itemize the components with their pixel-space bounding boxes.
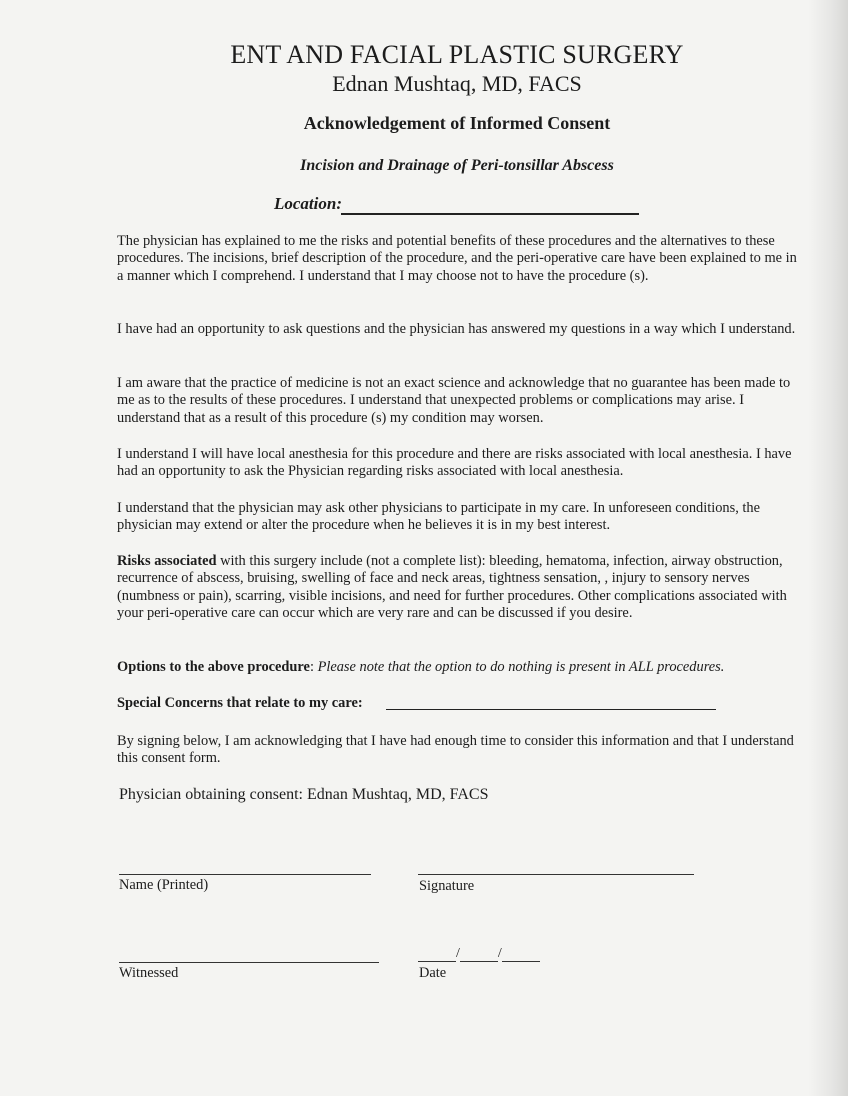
date-label: Date (419, 965, 447, 981)
date-day-blank[interactable] (460, 946, 498, 962)
location-label: Location: (274, 194, 342, 213)
paragraph-risks-associated (117, 553, 797, 622)
special-concerns-field[interactable] (386, 709, 716, 710)
witness-field[interactable] (119, 962, 379, 963)
procedure-title: Incision and Drainage of Peri-tonsillar Abscess (300, 157, 614, 174)
risks-text: with this surgery include (not a complete list): bleeding, hematoma, infection, airway obstruction, recurrence of abscess, bruising, swelling of face and neck areas, tightness sensation, , injury to sensory nerves (numbness or pain), scarring, visible incisions, and need for further procedures. Other complications associated with your peri-operative care can occur which are very rare and can be discussed if you desire. (117, 553, 787, 621)
paragraph-acknowledgement: By signing below, I am acknowledging that I have had enough time to consider this information and that I understand this consent form. (117, 733, 794, 767)
name-printed-label: Name (Printed) (119, 877, 209, 893)
paragraph-anesthesia: I understand I will have local anesthesia for this procedure and there are risks associated with local anesthesia. I have had an opportunity to ask the Physician regarding risks associated with local anesthesia. (117, 446, 792, 480)
paragraph-other-physicians: I understand that the physician may ask other physicians to participate in my care. In unforeseen conditions, the physician may extend or alter the procedure when he believes it is in my best interest. (117, 500, 760, 534)
risks-lead: Risks associated (117, 553, 217, 569)
location-field[interactable] (341, 213, 639, 215)
date-month-blank[interactable] (418, 946, 456, 962)
name-printed-field[interactable] (119, 874, 371, 875)
paragraph-no-guarantee: I am aware that the practice of medicine is not an exact science and acknowledge that no guarantee has been made to me as to the results of these procedures. I understand that unexpected problems or complications may arise. I understand that as a result of this procedure (s) my condition may worsen. (117, 375, 791, 426)
paragraph-risks-explained: The physician has explained to me the risks and potential benefits of these procedures and the alternatives to these procedures. The incisions, brief description of the procedure, and the peri-operative care have been explained to me in a manner which I comprehend. I understand that I may choose not to have the procedure (s). (117, 233, 797, 284)
special-concerns-lead: Special Concerns that relate to my care: (117, 695, 363, 711)
date-separator-1: / (456, 946, 460, 961)
options-note: Please note that the option to do nothing is present in ALL procedures. (317, 659, 725, 675)
practice-name: ENT AND FACIAL PLASTIC SURGERY (230, 40, 684, 69)
signature-label: Signature (419, 878, 475, 894)
signature-field[interactable] (418, 874, 694, 875)
paragraph-questions: I have had an opportunity to ask questions and the physician has answered my questions in a way which I understand. (117, 321, 796, 337)
witness-label: Witnessed (119, 965, 179, 981)
paragraph-options (117, 659, 797, 676)
date-field[interactable] (418, 946, 540, 962)
options-colon: : (309, 659, 318, 675)
options-lead: Options to the above procedure (117, 659, 310, 675)
form-title: Acknowledgement of Informed Consent (303, 113, 611, 133)
date-year-blank[interactable] (502, 946, 540, 962)
physician-name: Ednan Mushtaq, MD, FACS (332, 71, 582, 96)
physician-obtaining-consent: Physician obtaining consent: Ednan Mushtaq, MD, FACS (119, 786, 489, 803)
date-separator-2: / (497, 946, 502, 961)
